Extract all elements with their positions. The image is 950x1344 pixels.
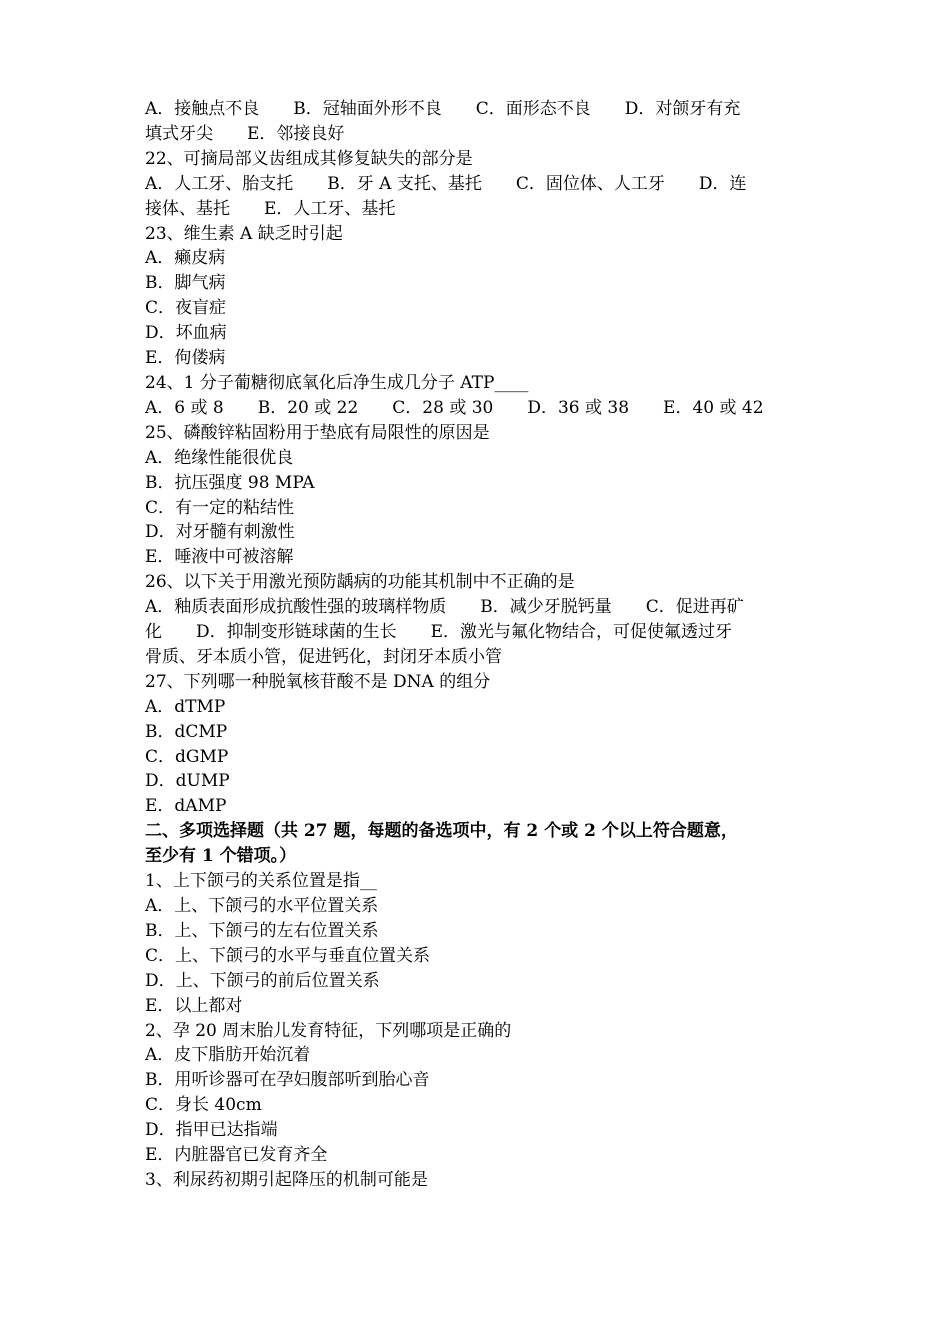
question-27: 27、下列哪一种脱氧核苷酸不是 DNA 的组分 bbox=[145, 671, 491, 692]
question-25: 25、磷酸锌粘固粉用于垫底有局限性的原因是 bbox=[145, 422, 490, 443]
mc-question-3: 3、利尿药初期引起降压的机制可能是 bbox=[145, 1169, 428, 1190]
q26-options-3: 骨质、牙本质小管，促进钙化，封闭牙本质小管 bbox=[145, 646, 502, 667]
q27-option-d: D．dUMP bbox=[145, 771, 230, 792]
question-23: 23、维生素 A 缺乏时引起 bbox=[145, 223, 343, 244]
mc-q1-option-e: E．以上都对 bbox=[145, 995, 243, 1016]
q23-option-b: B．脚气病 bbox=[145, 273, 226, 294]
text-line-q21-options-2: 填式牙尖 E．邻接良好 bbox=[145, 123, 345, 144]
q25-option-d: D．对牙髓有刺激性 bbox=[145, 522, 295, 543]
mc-q2-option-b: B．用听诊器可在孕妇腹部听到胎心音 bbox=[145, 1070, 430, 1091]
question-22: 22、可摘局部义齿组成其修复缺失的部分是 bbox=[145, 148, 473, 169]
q26-options-2: 化 D．抑制变形链球菌的生长 E．激光与氟化物结合，可促使氟透过牙 bbox=[145, 622, 733, 643]
mc-q1-option-c: C．上、下颌弓的水平与垂直位置关系 bbox=[145, 945, 431, 966]
document-page bbox=[145, 97, 807, 1193]
mc-q1-option-d: D．上、下颌弓的前后位置关系 bbox=[145, 970, 380, 991]
mc-question-1: 1、上下颌弓的关系位置是指__ bbox=[145, 871, 377, 892]
q24-options: A．6 或 8 B．20 或 22 C．28 或 30 D．36 或 38 E．40 或 42 bbox=[145, 397, 764, 418]
text-line-q21-options-1: A．接触点不良 B．冠轴面外形不良 C．面形态不良 D．对颌牙有充 bbox=[145, 99, 741, 119]
q23-option-d: D．坏血病 bbox=[145, 323, 227, 344]
mc-q2-option-a: A．皮下脂肪开始沉着 bbox=[145, 1045, 311, 1066]
section-heading-multiple-choice-2: 至少有 1 个错项。） bbox=[145, 846, 297, 867]
question-26: 26、以下关于用激光预防龋病的功能其机制中不正确的是 bbox=[145, 572, 575, 593]
mc-q1-option-a: A．上、下颌弓的水平位置关系 bbox=[145, 896, 379, 916]
mc-q2-option-e: E．内脏器官已发育齐全 bbox=[145, 1145, 328, 1166]
q26-options-1: A．釉质表面形成抗酸性强的玻璃样物质 B．减少牙脱钙量 C．促进再矿 bbox=[145, 597, 744, 618]
text-line-q22-options-1: A．人工牙、胎支托 B．牙 A 支托、基托 C．固位体、人工牙 D．连 bbox=[145, 173, 747, 194]
q23-option-c: C．夜盲症 bbox=[145, 298, 227, 319]
q27-option-e: E．dAMP bbox=[145, 796, 227, 817]
mc-question-2: 2、孕 20 周末胎儿发育特征，下列哪项是正确的 bbox=[145, 1020, 512, 1041]
q25-option-c: C．有一定的粘结性 bbox=[145, 497, 295, 518]
q25-option-e: E．唾液中可被溶解 bbox=[145, 547, 294, 568]
text-line-q22-options-2: 接体、基托 E．人工牙、基托 bbox=[145, 198, 396, 219]
q27-option-c: C．dGMP bbox=[145, 746, 229, 767]
mc-q2-option-c: C．身长 40cm bbox=[145, 1095, 262, 1116]
mc-q1-option-b: B．上、下颌弓的左右位置关系 bbox=[145, 920, 379, 941]
q23-option-a: A．癞皮病 bbox=[145, 248, 226, 269]
q27-option-b: B．dCMP bbox=[145, 721, 228, 742]
q23-option-e: E．佝偻病 bbox=[145, 348, 226, 369]
mc-q2-option-d: D．指甲已达指端 bbox=[145, 1120, 278, 1141]
q27-option-a: A．dTMP bbox=[145, 696, 226, 717]
question-24: 24、1 分子葡糖彻底氧化后净生成几分子 ATP____ bbox=[145, 372, 529, 393]
q25-option-a: A．绝缘性能很优良 bbox=[145, 447, 294, 468]
q25-option-b: B．抗压强度 98 MPA bbox=[145, 472, 315, 493]
section-heading-multiple-choice-1: 二、多项选择题（共 27 题，每题的备选项中，有 2 个或 2 个以上符合题意， bbox=[145, 821, 738, 842]
